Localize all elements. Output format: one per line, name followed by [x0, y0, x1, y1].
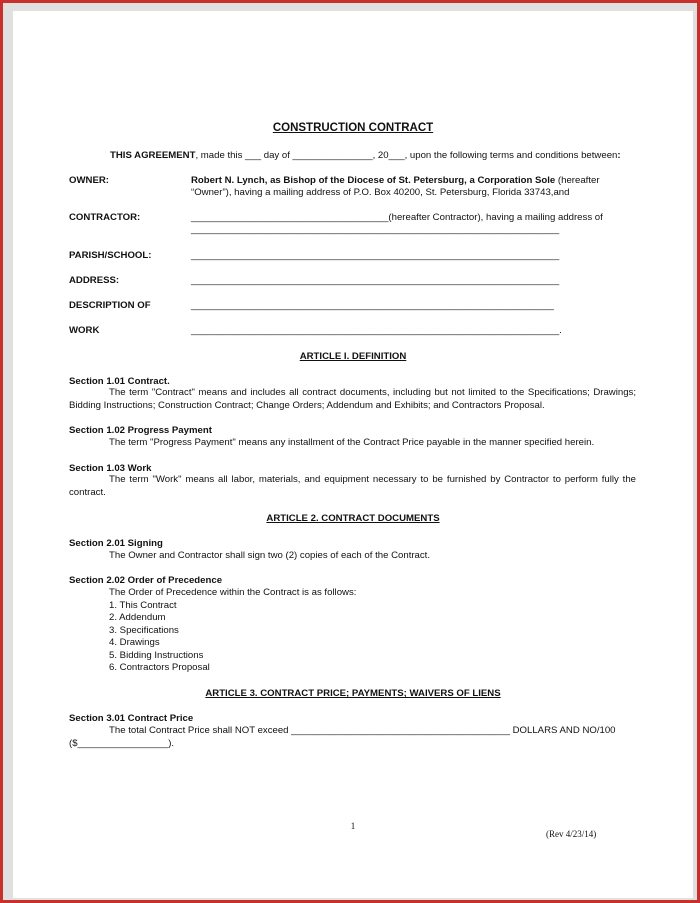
section-1-03-heading: Section 1.03 Work — [69, 463, 152, 474]
agreement-text: , made this ___ day of _______________, 20___, upon the following terms and conditions between — [195, 150, 618, 161]
revision-date: (Rev 4/23/14) — [546, 829, 597, 839]
section-1-02-heading: Section 1.02 Progress Payment — [69, 425, 212, 436]
address-line: _____________________________________________________________________ — [191, 275, 560, 286]
precedence-item: 5. Bidding Instructions — [109, 650, 204, 661]
precedence-item: 1. This Contract — [109, 600, 177, 611]
section-1-01-heading: Section 1.01 Contract. — [69, 376, 170, 387]
precedence-item: 3. Specifications — [109, 625, 179, 636]
document-title: CONSTRUCTION CONTRACT — [272, 122, 434, 134]
section-2-01-heading: Section 2.01 Signing — [69, 538, 163, 549]
precedence-item: 6. Contractors Proposal — [109, 662, 210, 673]
address-label: ADDRESS: — [69, 275, 120, 286]
parish-label: PARISH/SCHOOL: — [69, 250, 152, 261]
owner-line-1 — [191, 175, 600, 187]
work-label: WORK — [69, 325, 100, 336]
precedence-item: 4. Drawings — [109, 637, 160, 648]
article-3-heading: ARTICLE 3. CONTRACT PRICE; PAYMENTS; WAIVERS OF LIENS — [205, 688, 501, 699]
section-3-01-heading: Section 3.01 Contract Price — [69, 713, 194, 724]
article-2-heading: ARTICLE 2. CONTRACT DOCUMENTS — [266, 513, 440, 524]
section-1-02-text: The term "Progress Payment" means any installment of the Contract Price payable in the manner specified herein. — [109, 437, 595, 448]
section-3-01-amount: ($_________________). — [69, 738, 175, 749]
agreement-colon: : — [617, 150, 621, 161]
document-page — [13, 11, 693, 898]
section-2-01-text: The Owner and Contractor shall sign two (2) copies of each of the Contract. — [109, 550, 431, 561]
precedence-item: 2. Addendum — [109, 612, 166, 623]
contractor-line-2: _____________________________________________________________________ — [191, 224, 560, 235]
section-2-02-heading: Section 2.02 Order of Precedence — [69, 575, 223, 586]
agreement-line — [110, 150, 621, 162]
owner-label: OWNER: — [69, 175, 109, 186]
owner-name: Robert N. Lynch, as Bishop of the Diocese of St. Petersburg, a Corporation Sole — [191, 175, 556, 186]
parish-line: _____________________________________________________________________ — [191, 250, 560, 261]
section-1-03-text: The term "Work" means all labor, materials, and equipment necessary to be furnished by Contractor to perform fully the contract. — [69, 474, 636, 498]
owner-hereafter: (hereafter — [555, 175, 600, 186]
description-line-1: ____________________________________________________________________ — [191, 300, 554, 311]
section-3-01-text: The total Contract Price shall NOT exceed _________________________________________ DOLLARS AND NO/100 — [109, 725, 616, 736]
contractor-label: CONTRACTOR: — [69, 212, 141, 223]
owner-line-2: “Owner”), having a mailing address of P.O. Box 40200, St. Petersburg, Florida 33743,and — [191, 187, 570, 198]
article-1-heading: ARTICLE I. DEFINITION — [299, 351, 407, 362]
description-line-2: _____________________________________________________________________. — [191, 325, 562, 336]
page-number: 1 — [350, 821, 356, 831]
section-2-02-text: The Order of Precedence within the Contract is as follows: — [109, 587, 357, 598]
agreement-lead: THIS AGREEMENT — [110, 150, 196, 161]
contractor-line-1: _____________________________________(hereafter Contractor), having a mailing address of — [191, 212, 603, 223]
section-1-01-text: The term "Contract" means and includes all contract documents, including but not limited to the Specifications; Drawings; Bidding Instructions; Construction Contract; Change Orders; Addendum and Exhibits; and Contractors Proposal. — [69, 387, 636, 411]
description-label: DESCRIPTION OF — [69, 300, 151, 311]
